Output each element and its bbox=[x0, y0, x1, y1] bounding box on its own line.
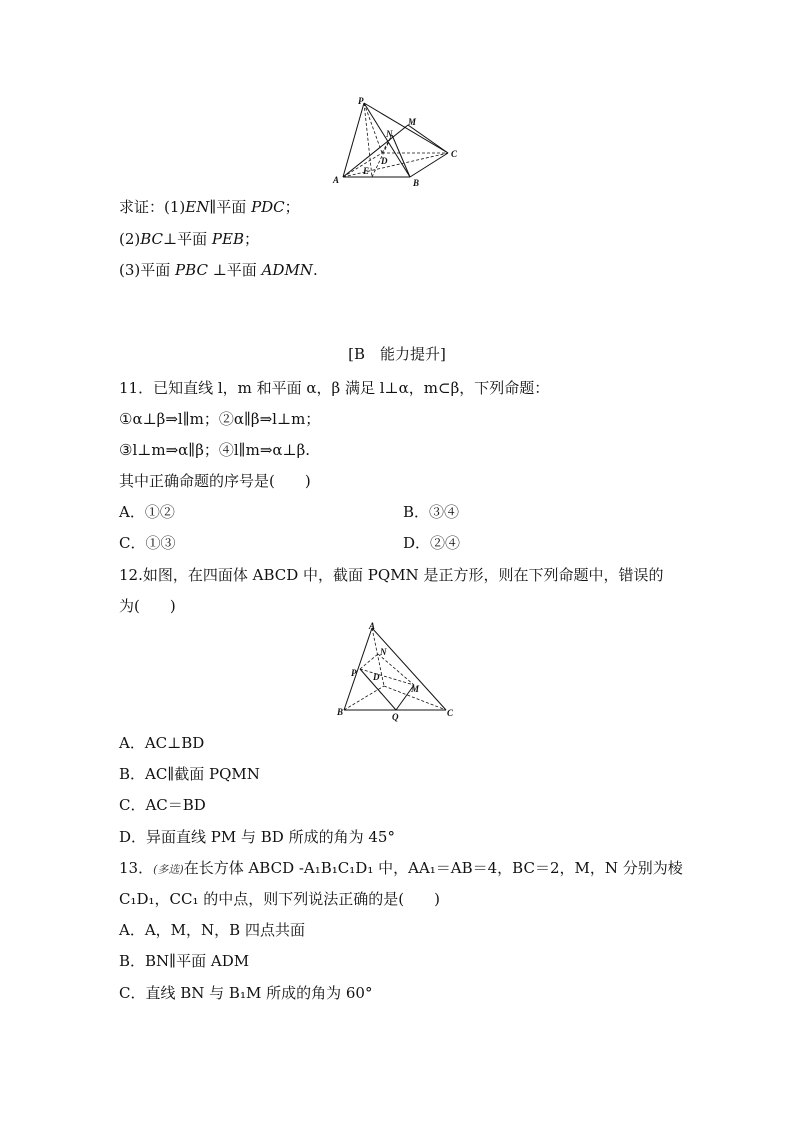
q12-stem-2: 为( ) bbox=[119, 597, 176, 615]
fig1-label-A: A bbox=[333, 175, 340, 185]
q11-props-2: ③l⊥m⇒α∥β；④l∥m⇒α⊥β. bbox=[119, 441, 311, 459]
q12-option-d: D．异面直线 PM 与 BD 所成的角为 45° bbox=[119, 828, 395, 846]
q13-stem-1: 13．(多选)在长方体 ABCD -A₁B₁C₁D₁ 中，AA₁＝AB＝4，BC＝2，M，N 分别为棱 bbox=[119, 859, 683, 877]
fig2-label-N: N bbox=[380, 647, 387, 657]
fig1-label-D: D bbox=[381, 156, 388, 166]
prove-line-3: (3)平面 PBC ⊥平面 ADMN. bbox=[119, 261, 318, 279]
q12-option-b: B．AC∥截面 PQMN bbox=[119, 765, 260, 783]
fig1-label-E: E bbox=[363, 166, 370, 176]
fig1-label-P: P bbox=[358, 96, 364, 106]
q13-option-c: C．直线 BN 与 B₁M 所成的角为 60° bbox=[119, 984, 373, 1002]
fig1-label-B: B bbox=[413, 178, 420, 188]
pyramid-figure bbox=[330, 95, 470, 190]
fig1-label-M: M bbox=[408, 117, 417, 127]
fig2-label-A: A bbox=[369, 622, 376, 631]
fig2-label-P: P bbox=[351, 668, 357, 678]
q13-stem-2: C₁D₁，CC₁ 的中点，则下列说法正确的是( ) bbox=[119, 890, 440, 908]
fig1-label-N: N bbox=[386, 129, 393, 139]
q12-option-a: A．AC⊥BD bbox=[119, 734, 205, 752]
fig2-label-Q: Q bbox=[392, 712, 399, 722]
q11-question: 其中正确命题的序号是( ) bbox=[119, 472, 311, 490]
tetrahedron-figure bbox=[336, 622, 460, 722]
q11-option-d: D．②④ bbox=[403, 534, 461, 552]
section-title: [B 能力提升] bbox=[348, 345, 446, 363]
q11-option-b: B．③④ bbox=[403, 503, 460, 521]
fig2-label-C: C bbox=[447, 708, 454, 718]
q12-stem-1: 12.如图，在四面体 ABCD 中，截面 PQMN 是正方形，则在下列命题中，错误的 bbox=[119, 566, 664, 584]
multi-choice-tag: (多选) bbox=[153, 863, 184, 876]
prove-line-2: (2)BC⊥平面 PEB； bbox=[119, 230, 260, 248]
q11-props-1: ①α⊥β⇒l∥m；②α∥β⇒l⊥m； bbox=[119, 410, 321, 428]
prove-line-1: 求证：(1)EN∥平面 PDC； bbox=[119, 198, 300, 216]
q13-option-b: B．BN∥平面 ADM bbox=[119, 952, 250, 970]
q11-option-a: A．①② bbox=[119, 503, 175, 521]
q11-option-c: C．①③ bbox=[119, 534, 176, 552]
q12-option-c: C．AC＝BD bbox=[119, 796, 206, 814]
fig2-label-B: B bbox=[337, 707, 344, 717]
q11-stem: 11．已知直线 l，m 和平面 α，β 满足 l⊥α，m⊂β，下列命题： bbox=[119, 379, 550, 397]
fig2-label-M: M bbox=[411, 684, 420, 694]
fig1-label-C: C bbox=[451, 149, 458, 159]
fig2-label-D: D bbox=[373, 672, 380, 682]
q13-option-a: A．A，M，N，B 四点共面 bbox=[119, 921, 305, 939]
